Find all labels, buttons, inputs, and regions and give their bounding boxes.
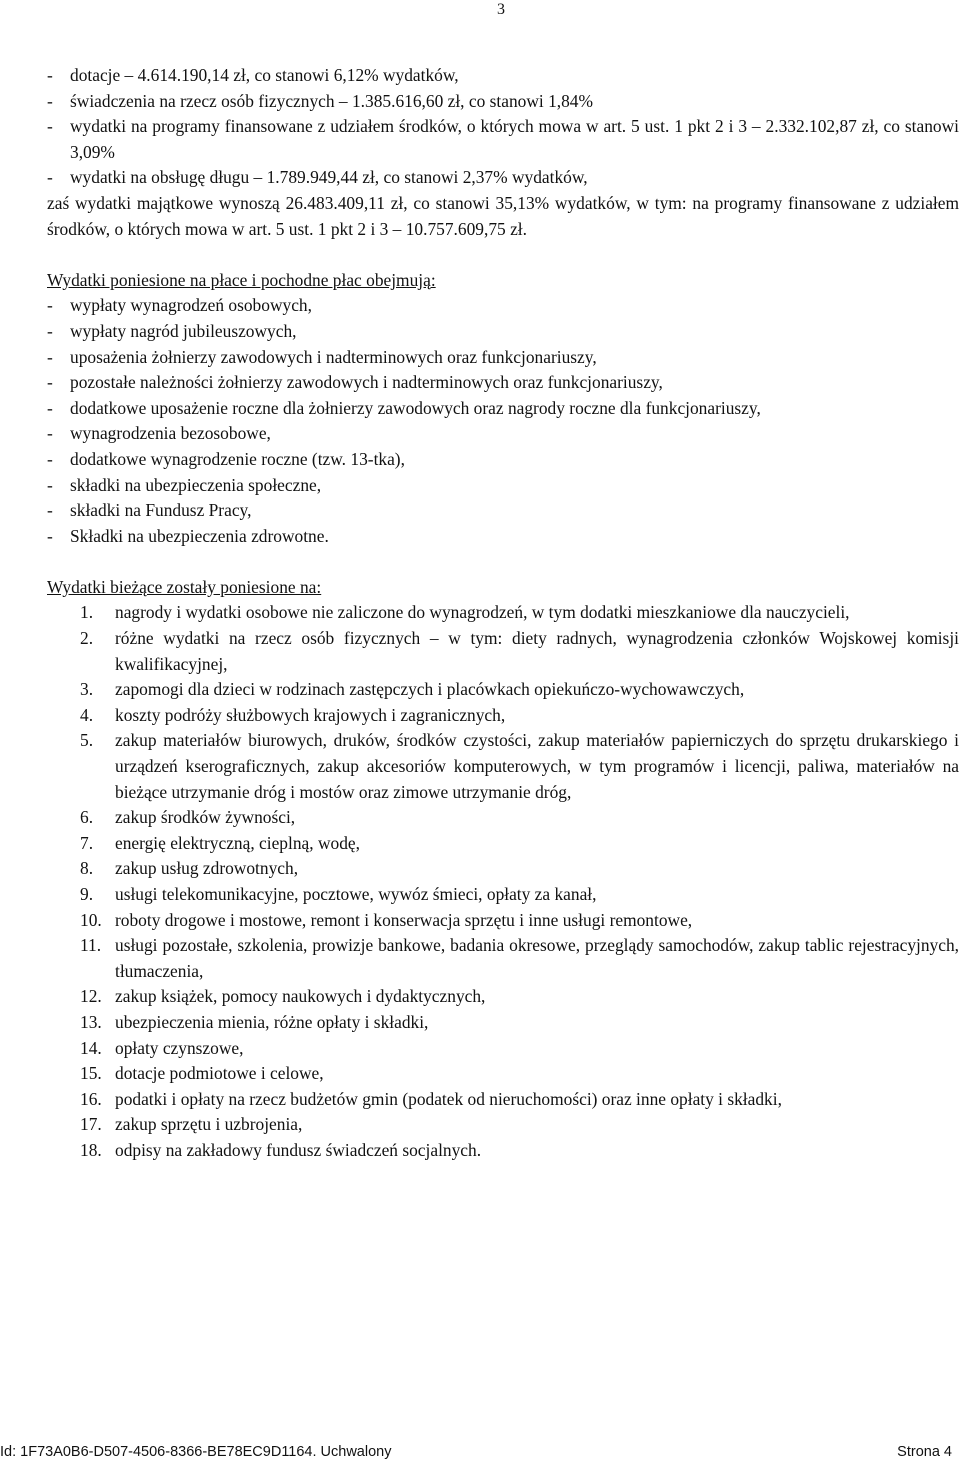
- salary-item: - wynagrodzenia bezosobowe,: [47, 421, 959, 447]
- item-number: 1.: [80, 602, 94, 623]
- item-number: 5.: [80, 730, 94, 751]
- current-expense-item: [47, 626, 959, 677]
- salary-section: [47, 268, 959, 550]
- item-text: zapomogi dla dzieci w rodzinach zastępczych i placówkach opiekuńczo-wychowawczych,: [115, 679, 745, 700]
- summary-item: - wydatki na obsługę długu – 1.789.949,44 zł, co stanowi 2,37% wydatków,: [47, 165, 959, 191]
- item-text: zakup środków żywności,: [115, 807, 296, 828]
- current-expense-item: [47, 1061, 959, 1087]
- item-text: zakup usług zdrowotnych,: [115, 858, 299, 879]
- item-text: energię elektryczną, cieplną, wodę,: [115, 832, 360, 853]
- page-number: 3: [497, 1, 505, 18]
- current-expense-item: [47, 882, 959, 908]
- item-text: różne wydatki na rzecz osób fizycznych – w tym: diety radnych, wynagrodzenia członków Wojskowej komisji kwalifikacyjnej,: [115, 628, 959, 674]
- current-expense-item: [47, 908, 959, 934]
- current-expense-item: [47, 703, 959, 729]
- current-expense-item: [47, 831, 959, 857]
- current-expense-item: [47, 856, 959, 882]
- salary-item: - dodatkowe uposażenie roczne dla żołnierzy zawodowych oraz nagrody roczne dla funkcjonariuszy,: [47, 396, 959, 422]
- item-number: 18.: [80, 1139, 102, 1160]
- document-body: [47, 63, 959, 1164]
- summary-item: - świadczenia na rzecz osób fizycznych – 1.385.616,60 zł, co stanowi 1,84%: [47, 89, 959, 115]
- item-text: roboty drogowe i mostowe, remont i konserwacja sprzętu i inne usługi remontowe,: [115, 909, 693, 930]
- current-expense-item: [47, 1112, 959, 1138]
- current-expense-item: [47, 677, 959, 703]
- item-number: 16.: [80, 1088, 102, 1109]
- salary-item: - wypłaty wynagrodzeń osobowych,: [47, 293, 959, 319]
- summary-list: [47, 63, 959, 191]
- item-number: 8.: [80, 858, 94, 879]
- item-text: usługi pozostałe, szkolenia, prowizje bankowe, badania okresowe, przeglądy samochodów, zakup tablic rejestracyjnych, tłumaczenia,: [115, 935, 959, 981]
- salary-item: - wypłaty nagród jubileuszowych,: [47, 319, 959, 345]
- current-expense-item: [47, 1087, 959, 1113]
- summary-item: - wydatki na programy finansowane z udziałem środków, o których mowa w art. 5 ust. 1 pkt 2 i 3 – 2.332.102,87 zł, co stanowi 3,09%: [47, 114, 959, 165]
- current-expense-item: [47, 1010, 959, 1036]
- item-text: ubezpieczenia mienia, różne opłaty i składki,: [115, 1011, 429, 1032]
- item-number: 13.: [80, 1011, 102, 1032]
- salary-item: - dodatkowe wynagrodzenie roczne (tzw. 13-tka),: [47, 447, 959, 473]
- item-number: 14.: [80, 1037, 102, 1058]
- item-text: koszty podróży służbowych krajowych i zagranicznych,: [115, 704, 506, 725]
- current-expenses-list: [47, 600, 959, 1163]
- item-number: 15.: [80, 1063, 102, 1084]
- summary-item: - dotacje – 4.614.190,14 zł, co stanowi 6,12% wydatków,: [47, 63, 959, 89]
- item-number: 10.: [80, 909, 102, 930]
- current-expense-item: [47, 805, 959, 831]
- item-text: podatki i opłaty na rzecz budżetów gmin (podatek od nieruchomości) oraz inne opłaty i składki,: [115, 1088, 782, 1109]
- item-text: nagrody i wydatki osobowe nie zaliczone do wynagrodzeń, w tym dodatki mieszkaniowe dla nauczycieli,: [115, 602, 850, 623]
- salary-item: - składki na ubezpieczenia społeczne,: [47, 473, 959, 499]
- current-expense-item: [47, 1036, 959, 1062]
- current-expenses-section: [47, 575, 959, 1164]
- item-text: dotacje podmiotowe i celowe,: [115, 1063, 324, 1084]
- salary-item: - pozostałe należności żołnierzy zawodowych i nadterminowych oraz funkcjonariuszy,: [47, 370, 959, 396]
- document-id: Id: 1F73A0B6-D507-4506-8366-BE78EC9D1164. Uchwalony: [0, 1444, 392, 1460]
- item-number: 9.: [80, 884, 94, 904]
- item-number: 12.: [80, 986, 102, 1007]
- item-text: odpisy na zakładowy fundusz świadczeń socjalnych.: [115, 1139, 482, 1160]
- summary-continuation: zaś wydatki majątkowe wynoszą 26.483.409,11 zł, co stanowi 35,13% wydatków, w tym: na programy finansowane z udziałem środków, o których mowa w art. 5 ust. 1 pkt 2 i 3 – 10.757.609,75 zł.: [47, 192, 959, 239]
- salary-list: [47, 293, 959, 549]
- current-expense-item: [47, 728, 959, 805]
- page-indicator: Strona 4: [897, 1444, 952, 1460]
- item-number: 7.: [80, 832, 94, 853]
- item-text: zakup sprzętu i uzbrojenia,: [115, 1114, 303, 1135]
- item-number: 6.: [80, 807, 94, 828]
- salary-item: - Składki na ubezpieczenia zdrowotne.: [47, 524, 959, 550]
- salary-heading: Wydatki poniesione na płace i pochodne płac obejmują:: [47, 269, 436, 290]
- salary-item: - składki na Fundusz Pracy,: [47, 498, 959, 524]
- current-expense-item: [47, 600, 959, 626]
- salary-item: - uposażenia żołnierzy zawodowych i nadterminowych oraz funkcjonariuszy,: [47, 345, 959, 371]
- current-expense-item: [47, 1138, 959, 1164]
- item-text: usługi telekomunikacyjne, pocztowe, wywóz śmieci, opłaty za kanał,: [115, 884, 597, 904]
- item-number: 17.: [80, 1114, 102, 1135]
- current-expense-item: [47, 984, 959, 1010]
- item-text: opłaty czynszowe,: [115, 1037, 244, 1058]
- item-text: zakup materiałów biurowych, druków, środków czystości, zakup materiałów papierniczych do sprzętu drukarskiego i urządzeń kserograficznych, zakup akcesoriów komputerowych, w tym programów i licencji, paliwa, materiałów na bieżące utrzymanie dróg i mostów oraz zimowe utrzymanie dróg,: [115, 730, 959, 802]
- item-number: 2.: [80, 628, 94, 649]
- item-number: 11.: [80, 935, 102, 956]
- current-expenses-heading: Wydatki bieżące zostały poniesione na:: [47, 576, 322, 597]
- item-number: 4.: [80, 704, 94, 725]
- item-number: 3.: [80, 679, 94, 700]
- item-text: zakup książek, pomocy naukowych i dydaktycznych,: [115, 986, 486, 1007]
- current-expense-item: [47, 933, 959, 984]
